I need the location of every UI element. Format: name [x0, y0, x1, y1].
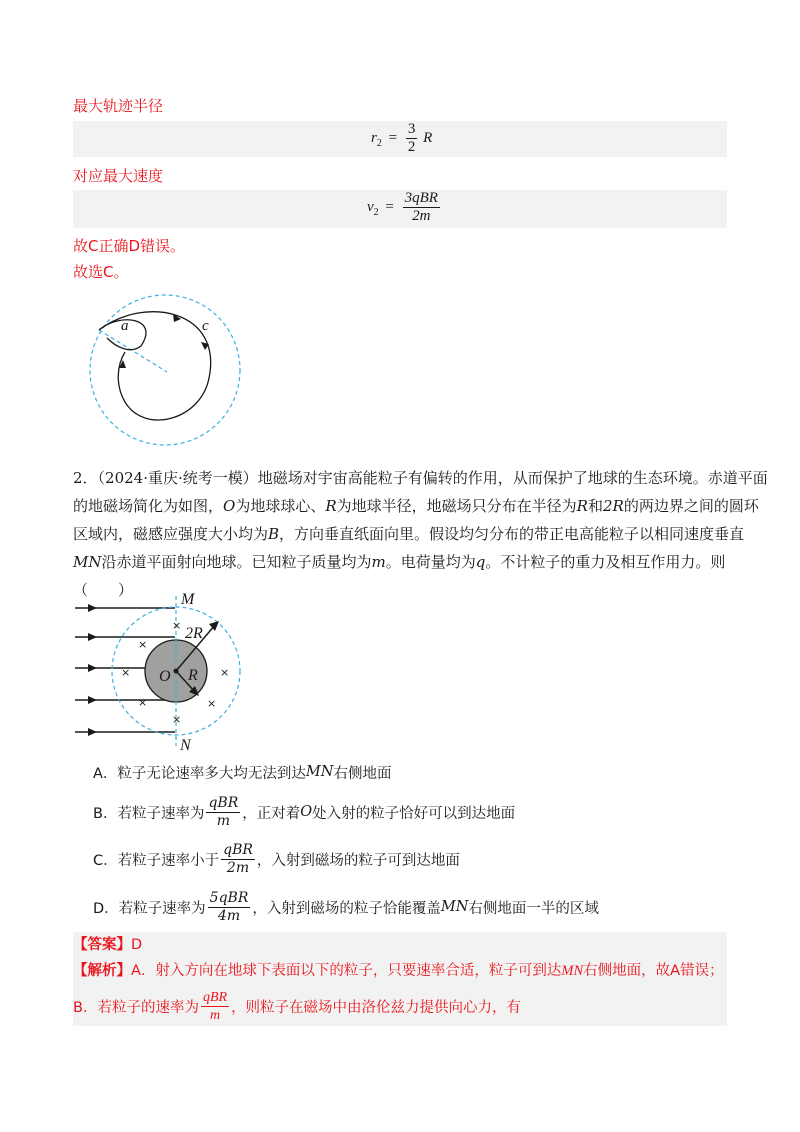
label-n: N [180, 737, 191, 754]
cross-mark: × [138, 696, 148, 709]
formula-v2: $v_2$ = $\frac{\text{3qBR}}{2m}$ [367, 190, 438, 224]
analysis-line-b: B．若粒子的速率为 $\frac{\text{qBR}}{m}$ ，则粒子在磁场中由洛伦兹力提供向心力，有 [73, 989, 522, 1023]
cross-mark: × [172, 713, 182, 726]
cross-mark: × [138, 638, 148, 651]
formula-box-v2 [73, 190, 727, 228]
label-c: c [202, 318, 209, 334]
label-a: a [121, 318, 129, 334]
choice-text: 故选C。 [73, 263, 129, 281]
radius-dashed-line [99, 330, 167, 372]
cross-mark: × [121, 666, 131, 679]
option-b[interactable]: B． 若粒子速率为 $\frac{\text{qBR}}{m}$ ，正对着 O 处入射的粒子恰好可以到达地面 [93, 794, 516, 829]
option-d[interactable]: D． 若粒子速率为 $\frac{\text{5qBR}}{4m}$ ，入射到磁场的粒子恰能覆盖 MN 右侧地面一半的区域 [93, 889, 599, 924]
answer-line: 【答案】D [73, 937, 143, 953]
conclusion-text: 故C正确D错误。 [73, 237, 186, 255]
formula-r2: $r_2$ = $\frac{3}{2}$ R [371, 121, 433, 155]
cross-mark: × [207, 697, 217, 710]
option-c[interactable]: C． 若粒子速率小于 $\frac{\text{qBR}}{2m}$ ，入射到磁场的粒子可到达地面 [93, 841, 460, 876]
trajectory-figure [85, 290, 245, 450]
label-max-speed: 对应最大速度 [73, 167, 164, 185]
formula-box-r2 [73, 121, 727, 157]
analysis-line-a: 【解析】A．射入方向在地球下表面以下的粒子，只要速率合适，粒子可到达MN右侧地面，故A错误； [73, 963, 724, 979]
cross-mark: × [172, 619, 182, 632]
label-r: R [188, 667, 198, 684]
outer-dashed-circle [90, 295, 240, 445]
option-a[interactable]: A． 粒子无论速率多大均无法到达 MN 右侧地面 [93, 764, 392, 782]
ray-arrows [88, 604, 97, 736]
magnetic-field-figure [73, 588, 253, 758]
center-point [174, 669, 179, 674]
label-o: O [159, 668, 171, 685]
answer-box [73, 932, 727, 1026]
label-m: M [181, 591, 195, 608]
label-max-radius: 最大轨迹半径 [73, 97, 164, 115]
question-2: 2．（2024·重庆·统考一模）地磁场对宇宙高能粒子有偏转的作用，从而保护了地球的生态环境。赤道平面 的地磁场简化为如图，O为地球球心、R为地球半径，地磁场只分布在半径为R和2R的两边界之间的圆环 区域内，磁感应强度大小均为B，方向垂直纸面向里。假设均匀分布的带正电高能粒子以相同速度垂直 MN沿赤道平面射向地球。已知粒子质量均为m。电荷量均为q。不计粒子的重力及相互作用力。则 （ ） [73, 469, 768, 599]
label-2r: 2R [185, 625, 203, 642]
cross-mark: × [220, 666, 230, 679]
arc-c [99, 312, 211, 420]
